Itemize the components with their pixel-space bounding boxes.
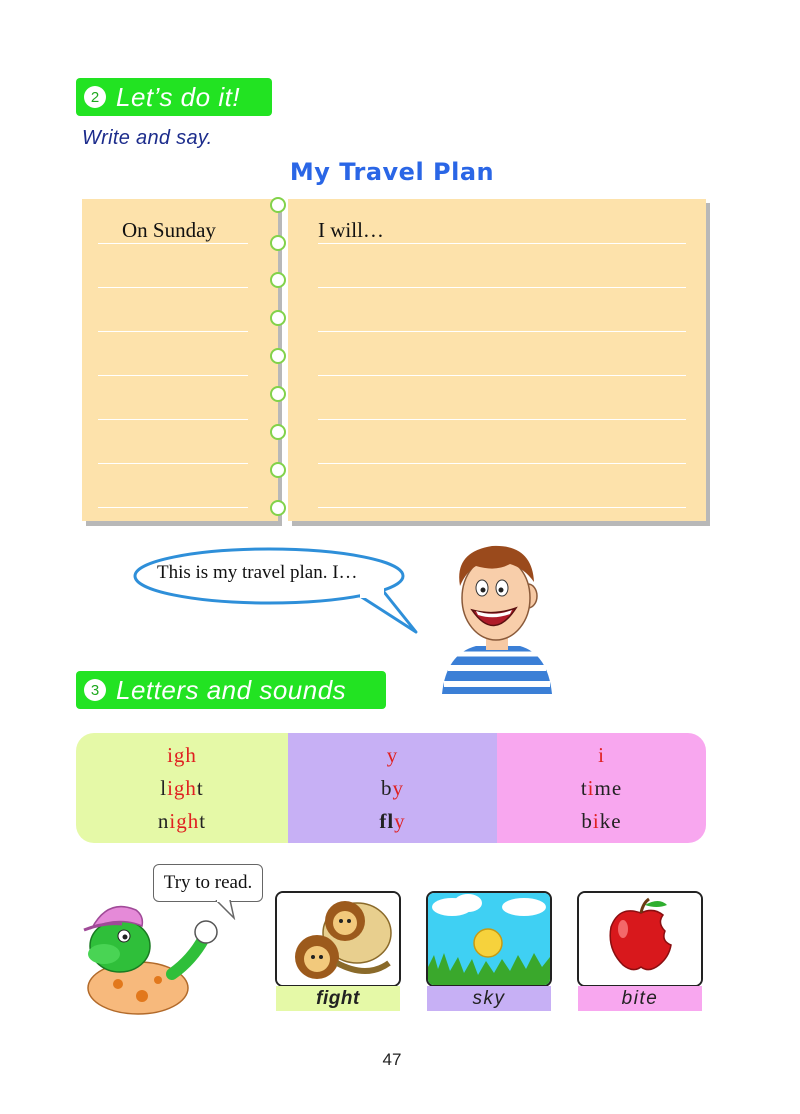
word-by: by [381,775,404,800]
card-bite [577,891,703,987]
y-heading: y [386,742,399,767]
binder-ring-icon [270,462,286,478]
lions-fighting-icon [277,893,399,985]
word-bike: bike [581,808,622,833]
label-fight: fight [276,986,400,1011]
section-3-number: 3 [84,679,106,701]
word-night: night [157,808,207,833]
binder-ring-icon [270,197,286,213]
binder-ring-icon [270,348,286,364]
bubble-text: This is my travel plan. I… [157,562,358,583]
notebook-right-page [288,199,706,521]
plan-title: My Travel Plan [289,158,495,186]
binder-ring-icon [270,272,286,288]
i-column [497,733,706,843]
section-2-title: Let’s do it! [116,81,241,112]
card-fight [275,891,401,987]
page-number: 47 [382,1050,402,1069]
label-bite: bite [578,986,702,1011]
binder-ring-icon [270,500,286,516]
notebook-day-label: On Sunday [122,218,216,242]
section-3-title: Letters and sounds [116,674,347,705]
section-2-header [76,78,272,116]
instruction-text: Write and say. [82,127,213,149]
word-fly: fly [379,808,406,833]
boy-illustration [436,542,558,694]
sky-sun-clouds-icon [428,893,550,985]
bitten-apple-icon [579,893,701,985]
turtle-mascot-illustration [74,888,224,1016]
try-bubble-tail [212,900,242,920]
card-sky [426,891,552,987]
notebook-plan-label: I will… [318,218,384,242]
i-heading: i [598,742,605,767]
binder-ring-icon [270,386,286,402]
igh-column [76,733,288,843]
letters-sounds-table [76,733,706,843]
word-light: light [160,775,204,800]
y-column [288,733,497,843]
try-to-read-bubble: Try to read. [153,864,263,902]
section-3-header [76,671,386,709]
word-time: time [580,775,623,800]
igh-heading: igh [167,742,197,767]
section-2-number: 2 [84,86,106,108]
label-sky: sky [427,986,551,1011]
binder-ring-icon [270,310,286,326]
speech-bubble [128,546,428,640]
binder-ring-icon [270,235,286,251]
notebook-left-page [82,199,278,521]
binder-ring-icon [270,424,286,440]
